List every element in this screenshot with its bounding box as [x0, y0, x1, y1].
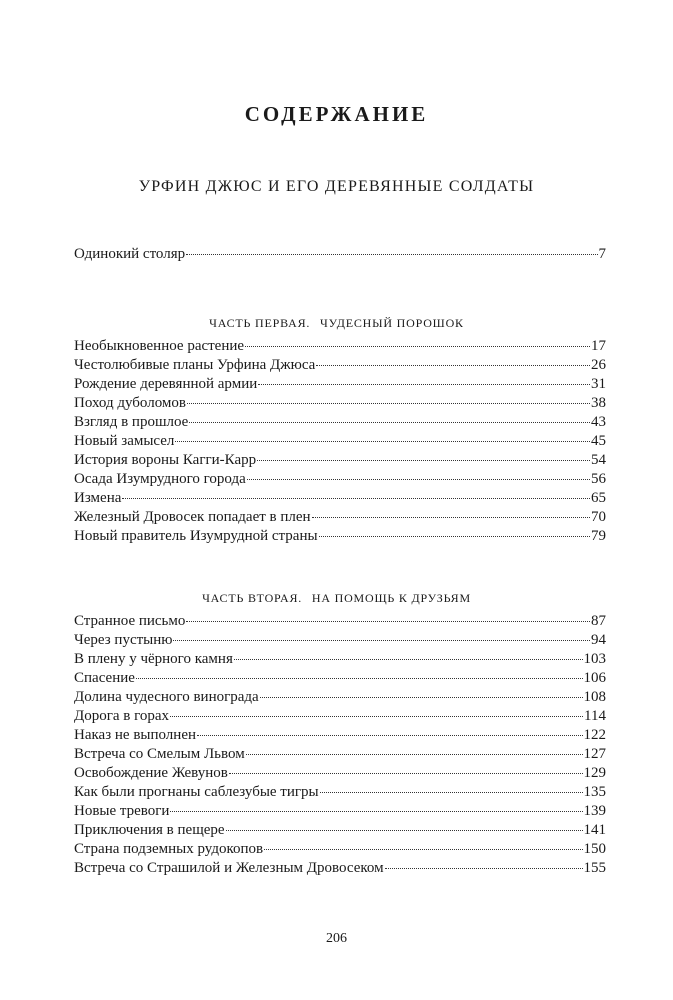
dot-leader: [320, 792, 583, 793]
toc-entry-page: 31: [591, 376, 606, 392]
toc-entry-title: Честолюбивые планы Урфина Джюса: [74, 357, 316, 373]
toc-entry-title: Как были прогнаны саблезубые тигры: [74, 784, 319, 800]
toc-entry-title: Освобождение Жевунов: [74, 765, 228, 781]
toc-entry: [74, 245, 606, 264]
dot-leader: [187, 403, 590, 404]
toc-entry-page: 79: [591, 528, 606, 544]
part-two-heading: [0, 589, 673, 607]
dot-leader: [247, 479, 590, 480]
toc-entry: [74, 394, 606, 413]
toc-part-one-list: [74, 337, 606, 546]
toc-entry-title: Поход дуболомов: [74, 395, 186, 411]
toc-entry: [74, 375, 606, 394]
toc-entry-page: 7: [598, 246, 606, 262]
dot-leader: [173, 640, 590, 641]
toc-entry-page: 87: [591, 613, 606, 629]
toc-entry-page: 70: [591, 509, 606, 525]
toc-entry-page: 135: [583, 784, 606, 800]
dot-leader: [257, 460, 590, 461]
part-two-label: ЧАСТЬ ВТОРАЯ.: [202, 591, 303, 605]
toc-entry-page: 26: [591, 357, 606, 373]
dot-leader: [258, 384, 590, 385]
toc-entry: [74, 840, 606, 859]
toc-entry-page: 141: [583, 822, 606, 838]
toc-entry: [74, 527, 606, 546]
toc-entry-title: Дорога в горах: [74, 708, 170, 724]
toc-entry-page: 114: [584, 708, 606, 724]
toc-entry-page: 127: [583, 746, 606, 762]
toc-entry-title: Рождение деревянной армии: [74, 376, 258, 392]
toc-entry: [74, 489, 606, 508]
toc-entry-title: Новые тревоги: [74, 803, 170, 819]
toc-entry-title: Долина чудесного винограда: [74, 689, 259, 705]
toc-entry: [74, 470, 606, 489]
part-one-label: ЧАСТЬ ПЕРВАЯ.: [209, 316, 311, 330]
toc-entry-title: Взгляд в прошлое: [74, 414, 189, 430]
toc-entry-page: 108: [583, 689, 606, 705]
toc-entry-title: Новый правитель Изумрудной страны: [74, 528, 318, 544]
toc-entry: [74, 802, 606, 821]
part-two-name: НА ПОМОЩЬ К ДРУЗЬЯМ: [311, 591, 471, 605]
toc-entry-title: Железный Дровосек попадает в плен: [74, 509, 311, 525]
toc-entry-page: 17: [591, 338, 606, 354]
toc-entry: [74, 413, 606, 432]
toc-entry-page: 139: [583, 803, 606, 819]
dot-leader: [319, 536, 590, 537]
toc-entry-title: Наказ не выполнен: [74, 727, 197, 743]
toc-entry-page: 43: [591, 414, 606, 430]
dot-leader: [175, 441, 590, 442]
toc-entry-title: История вороны Кагги-Карр: [74, 452, 257, 468]
toc-entry-title: Необыкновенное растение: [74, 338, 245, 354]
book-title: УРФИН ДЖЮС И ЕГО ДЕРЕВЯННЫЕ СОЛДАТЫ: [138, 178, 535, 195]
part-one-name: ЧУДЕСНЫЙ ПОРОШОК: [320, 316, 464, 330]
dot-leader: [197, 735, 582, 736]
toc-entry-title: Осада Изумрудного города: [74, 471, 246, 487]
dot-leader: [234, 659, 583, 660]
dot-leader: [260, 697, 583, 698]
toc-entry: [74, 631, 606, 650]
toc-entry: [74, 745, 606, 764]
dot-leader: [170, 716, 583, 717]
toc-entry-page: 129: [583, 765, 606, 781]
contents-title: СОДЕРЖАНИЕ: [244, 102, 429, 126]
toc-entry: [74, 764, 606, 783]
toc-entry-title: В плену у чёрного камня: [74, 651, 233, 667]
toc-entry-title: Новый замысел: [74, 433, 175, 449]
toc-entry-page: 94: [591, 632, 606, 648]
part-one-heading: [0, 314, 673, 332]
toc-entry-page: 65: [591, 490, 606, 506]
toc-entry-title: Спасение: [74, 670, 135, 686]
dot-leader: [312, 517, 590, 518]
toc-entry-title: Измена: [74, 490, 122, 506]
toc-entry-title: Одинокий столяр: [74, 246, 186, 262]
toc-entry: [74, 508, 606, 527]
toc-intro-list: [74, 245, 606, 264]
toc-entry: [74, 859, 606, 878]
toc-entry-page: 38: [591, 395, 606, 411]
toc-part-two-list: [74, 612, 606, 878]
dot-leader: [122, 498, 590, 499]
dot-leader: [229, 773, 583, 774]
toc-entry-page: 56: [591, 471, 606, 487]
page-number: 206: [326, 931, 347, 946]
toc-entry: [74, 356, 606, 375]
toc-entry-page: 106: [583, 670, 606, 686]
toc-entry-page: 155: [583, 860, 606, 876]
toc-entry: [74, 726, 606, 745]
dot-leader: [245, 346, 590, 347]
toc-entry-title: Странное письмо: [74, 613, 186, 629]
toc-entry: [74, 707, 606, 726]
dot-leader: [316, 365, 590, 366]
toc-entry-title: Приключения в пещере: [74, 822, 225, 838]
toc-entry-page: 45: [591, 433, 606, 449]
dot-leader: [170, 811, 582, 812]
dot-leader: [264, 849, 582, 850]
toc-entry-page: 150: [583, 841, 606, 857]
toc-entry: [74, 783, 606, 802]
toc-entry: [74, 650, 606, 669]
toc-entry: [74, 669, 606, 688]
toc-entry-page: 122: [583, 727, 606, 743]
dot-leader: [136, 678, 583, 679]
toc-entry: [74, 688, 606, 707]
toc-entry: [74, 337, 606, 356]
toc-entry-title: Встреча со Страшилой и Железным Дровосеком: [74, 860, 384, 876]
toc-entry-title: Через пустыню: [74, 632, 173, 648]
dot-leader: [246, 754, 583, 755]
toc-entry: [74, 612, 606, 631]
toc-entry: [74, 821, 606, 840]
toc-entry-title: Страна подземных рудокопов: [74, 841, 264, 857]
dot-leader: [189, 422, 590, 423]
toc-entry: [74, 451, 606, 470]
dot-leader: [186, 621, 590, 622]
dot-leader: [385, 868, 583, 869]
toc-entry: [74, 432, 606, 451]
toc-entry-page: 103: [583, 651, 606, 667]
dot-leader: [186, 254, 597, 255]
dot-leader: [226, 830, 583, 831]
toc-entry-title: Встреча со Смелым Львом: [74, 746, 245, 762]
toc-entry-page: 54: [591, 452, 606, 468]
